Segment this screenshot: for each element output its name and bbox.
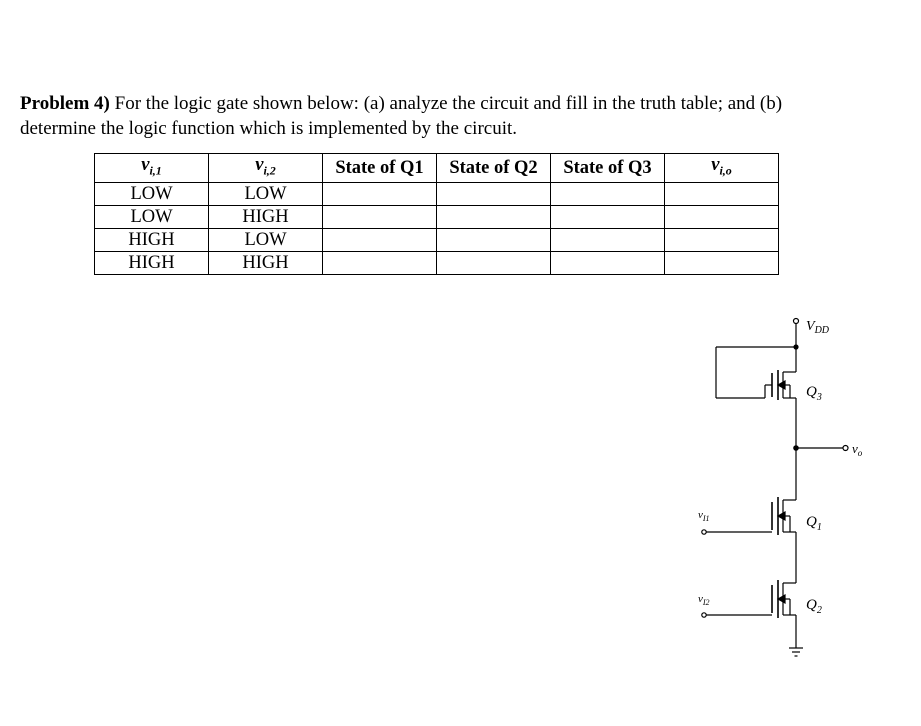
- q1-label: $Q_1$: [806, 514, 822, 533]
- header-vio: $v_{i,o}$: [665, 154, 779, 183]
- header-vi2: $v_{i,2}$: [209, 154, 323, 183]
- problem-text-1: For the logic gate shown below: (a) analyze the circuit and fill in the truth table; and (b): [114, 93, 783, 114]
- vi1-terminal: [702, 530, 706, 534]
- q3-transistor: [765, 370, 796, 448]
- header-q2-state: State of Q2: [437, 154, 551, 183]
- vi1-label: $v_{I1}$: [698, 509, 710, 523]
- vi2-terminal: [702, 613, 706, 617]
- table-cell: LOW: [95, 205, 209, 228]
- problem-line-2: determine the logic function which is implemented by the circuit.: [20, 118, 518, 139]
- table-cell: HIGH: [95, 228, 209, 251]
- q1-transistor: [772, 497, 796, 535]
- header-q1-state: State of Q1: [323, 154, 437, 183]
- header-vi1: $v_{i,1}$: [95, 154, 209, 183]
- table-cell: HIGH: [95, 251, 209, 274]
- header-q3-state: State of Q3: [551, 154, 665, 183]
- ground-symbol: [789, 648, 803, 656]
- table-cell: LOW: [209, 182, 323, 205]
- problem-label: Problem 4): [20, 93, 110, 114]
- table-cell: LOW: [209, 228, 323, 251]
- vo-label: $v_o$: [852, 441, 863, 458]
- table-cell: HIGH: [209, 205, 323, 228]
- q2-transistor: [772, 580, 796, 618]
- vi2-label: $v_{I2}$: [698, 593, 710, 607]
- table-cell: HIGH: [209, 251, 323, 274]
- q3-label: $Q_3$: [806, 384, 822, 403]
- vo-terminal: [843, 446, 848, 451]
- table-cell: LOW: [95, 182, 209, 205]
- q2-label: $Q_2$: [806, 597, 822, 616]
- vdd-terminal: [794, 319, 799, 324]
- vdd-label: $V_{DD}$: [806, 319, 830, 336]
